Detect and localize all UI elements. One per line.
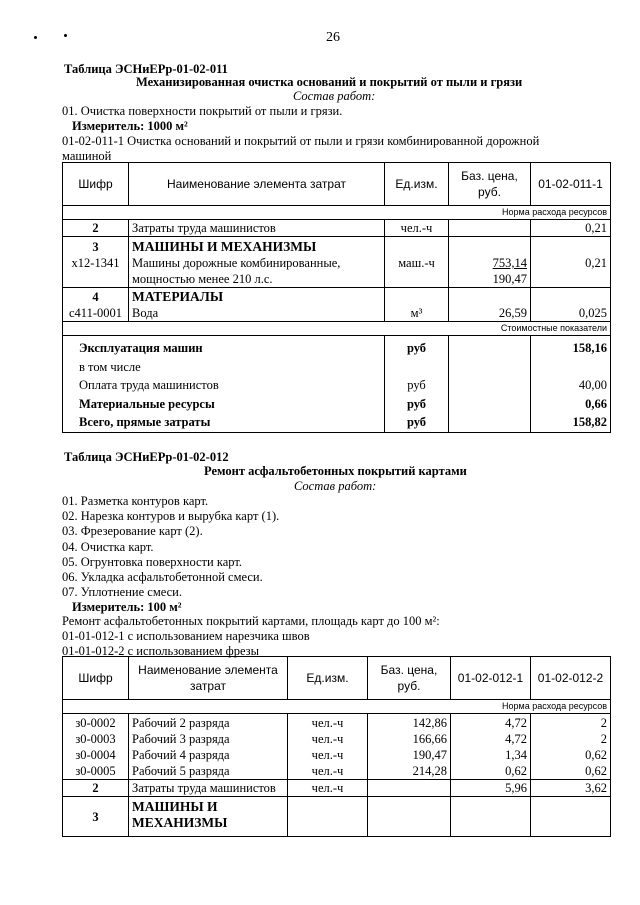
row-value-1: 5,96 [451,780,531,797]
summary-label: Материальные ресурсы [79,396,215,411]
header-code: 01-02-011-1 [531,163,611,206]
page-number: 26 [326,30,340,45]
summary-unit [388,358,445,377]
header-unit: Ед.изм. [385,163,449,206]
header-name-line2: затрат [190,679,226,693]
section-title: МАТЕРИАЛЫ [132,289,224,304]
price-value-1: 753,14 [492,256,527,270]
worker-name: Рабочий 3 разряда [132,732,230,746]
worker-unit: чел.-ч [311,764,344,778]
section-title: МАШИНЫ И МЕХАНИЗМЫ [132,239,317,254]
work-item: 05. Огрунтовка поверхности карт. [62,554,242,569]
work-item: 04. Очистка карт. [62,539,154,554]
header-price-line2: руб. [397,679,421,693]
table1-code-desc-line2: машиной [62,149,112,163]
summary-value: 158,82 [572,415,607,429]
row-name: Затраты труда машинистов [129,220,385,237]
table1-work: 01. Очистка поверхности покрытий от пыли и грязи. [62,104,343,118]
table-row [63,237,611,288]
row-shifr [63,288,129,322]
norma-row [63,700,611,714]
table2-variant-1: 01-01-012-1 с использованием нарезчика швов [62,629,310,643]
row-price [368,714,451,780]
row-value [531,288,611,322]
work-item: 06. Укладка асфальтобетонной смеси. [62,570,263,585]
worker-unit: чел.-ч [311,748,344,762]
summary-unit: руб [406,396,427,411]
worker-price: 142,86 [412,716,447,730]
header-price-line1: Баз. цена, [461,169,518,183]
table1-code-desc-line1: 01-02-011-1 Очистка оснований и покрытий от пыли и грязи комбинированной дорожной [62,134,540,148]
worker-unit: чел.-ч [311,732,344,746]
row-shifr: 3 [63,797,129,837]
summary-label: в том числе [79,359,141,374]
price-value: 26,59 [498,306,527,320]
row-name [129,714,288,780]
header-price-line2: руб. [478,185,501,199]
header-shifr: Шифр [63,657,129,700]
table2-subtitle: Ремонт асфальтобетонных покрытий картами [204,464,467,478]
row-price [449,237,531,288]
summary-block [63,336,611,433]
header-shifr: Шифр [63,163,129,206]
worker-value-2: 0,62 [585,748,607,762]
summary-value: 0,66 [585,396,607,411]
table1-measure: Измеритель: 1000 м² [72,119,188,133]
worker-unit: чел.-ч [311,716,344,730]
row-value [531,237,611,288]
table2-title: Таблица ЭСНиЕРр-01-02-012 [64,450,229,464]
section-title-line2: МЕХАНИЗМЫ [132,815,228,830]
summary-values [531,336,611,433]
row-unit: чел.-ч [288,780,368,797]
work-item: 02. Нарезка контуров и вырубка карт (1). [62,509,280,524]
unit-value: м³ [410,306,423,320]
row-value-1 [451,797,531,837]
section-title-line1: МАШИНЫ И [132,799,218,814]
header-name: Наименование элемента затрат [129,163,385,206]
row-shifr [63,237,129,288]
row-unit [385,237,449,288]
resource-name-line1: Машины дорожные комбинированные, [132,256,341,270]
table2-works [62,494,279,600]
row-unit [385,288,449,322]
worker-name: Рабочий 4 разряда [132,748,230,762]
row-price [449,220,531,237]
summary-label: Всего, прямые затраты [79,415,211,429]
summary-label: Оплата труда машинистов [79,378,219,392]
work-item: 07. Уплотнение смеси. [62,585,182,600]
row-name [129,797,288,837]
summary-units [385,336,449,433]
worker-value-2: 2 [600,732,607,746]
worker-code: з0-0003 [75,732,116,746]
row-price [368,780,451,797]
table-row [63,288,611,322]
worker-value-2: 0,62 [585,764,607,778]
worker-code: з0-0004 [75,748,116,762]
summary-label: Эксплуатация машин [79,341,203,355]
row-name [129,237,385,288]
table2-measure: Измеритель: 100 м² [72,600,182,614]
summary-value: 158,16 [572,341,607,355]
summary-value: 40,00 [578,378,607,392]
row-unit: чел.-ч [385,220,449,237]
scan-mark [34,36,37,39]
table2 [62,656,611,837]
resource-name: Вода [132,306,159,320]
stoim-row [63,322,611,336]
row-value: 0,21 [531,220,611,237]
row-value-2 [531,714,611,780]
header-price [449,163,531,206]
summary-unit: руб [406,415,427,429]
worker-price: 214,28 [412,764,447,778]
norma-label: Норма расхода ресурсов [63,206,611,220]
header-name [129,657,288,700]
header-price [368,657,451,700]
resource-code: с411-0001 [69,306,122,320]
stoim-label: Стоимостные показатели [63,322,611,336]
row-price [449,288,531,322]
summary-labels [63,336,385,433]
worker-code: з0-0005 [75,764,116,778]
row-value-1 [451,714,531,780]
row-name [129,288,385,322]
table2-variant-2: 01-01-012-2 с использованием фрезы [62,644,259,658]
summary-unit: руб [407,378,426,392]
summary-unit: руб [406,341,427,355]
workers-block [63,714,611,780]
worker-name: Рабочий 2 разряда [132,716,230,730]
worker-value-1: 4,72 [505,732,527,746]
table2-sostav: Состав работ: [294,479,377,493]
table1 [62,162,611,433]
table-row [63,220,611,237]
worker-price: 190,47 [412,748,447,762]
norm-value: 0,21 [585,256,607,270]
unit-value: маш.-ч [398,256,435,270]
header-code-1: 01-02-012-1 [451,657,531,700]
worker-price: 166,66 [412,732,447,746]
table-row [63,797,611,837]
price-value-2: 190,47 [492,272,527,286]
table1-header-row [63,163,611,206]
header-unit: Ед.изм. [288,657,368,700]
header-name-line1: Наименование элемента [138,663,278,677]
row-name: Затраты труда машинистов [129,780,288,797]
table-row [63,780,611,797]
resource-code: х12-1341 [71,256,120,270]
resource-name-line2: мощностью менее 210 л.с. [132,272,273,286]
row-shifr: 2 [63,780,129,797]
table1-subtitle: Механизированная очистка оснований и покрытий от пыли и грязи [136,75,523,89]
row-shifr: 2 [63,220,129,237]
table2-header-row [63,657,611,700]
section-number: 4 [92,290,99,304]
scan-mark [64,34,67,37]
worker-name: Рабочий 5 разряда [132,764,230,778]
worker-value-2: 2 [600,716,607,730]
worker-value-1: 1,34 [505,748,527,762]
row-unit [288,797,368,837]
row-shifr [63,714,129,780]
header-code-2: 01-02-012-2 [531,657,611,700]
norma-label: Норма расхода ресурсов [63,700,611,714]
work-item: 01. Разметка контуров карт. [62,494,209,508]
row-value-2 [531,797,611,837]
worker-value-1: 4,72 [505,716,527,730]
summary-value [534,358,607,377]
section-number: 3 [92,240,99,254]
row-value-2: 3,62 [531,780,611,797]
header-price-line1: Баз. цена, [380,663,438,677]
table2-desc: Ремонт асфальтобетонных покрытий картами, площадь карт до 100 м²: [62,614,440,628]
norma-row [63,206,611,220]
worker-value-1: 0,62 [505,764,527,778]
summary-price [449,336,531,433]
table1-title: Таблица ЭСНиЕРр-01-02-011 [64,62,228,76]
table1-sostav: Состав работ: [293,89,376,103]
row-unit [288,714,368,780]
row-price [368,797,451,837]
norm-value: 0,025 [578,306,607,320]
worker-code: з0-0002 [75,716,116,730]
work-item: 03. Фрезерование карт (2). [62,524,203,539]
